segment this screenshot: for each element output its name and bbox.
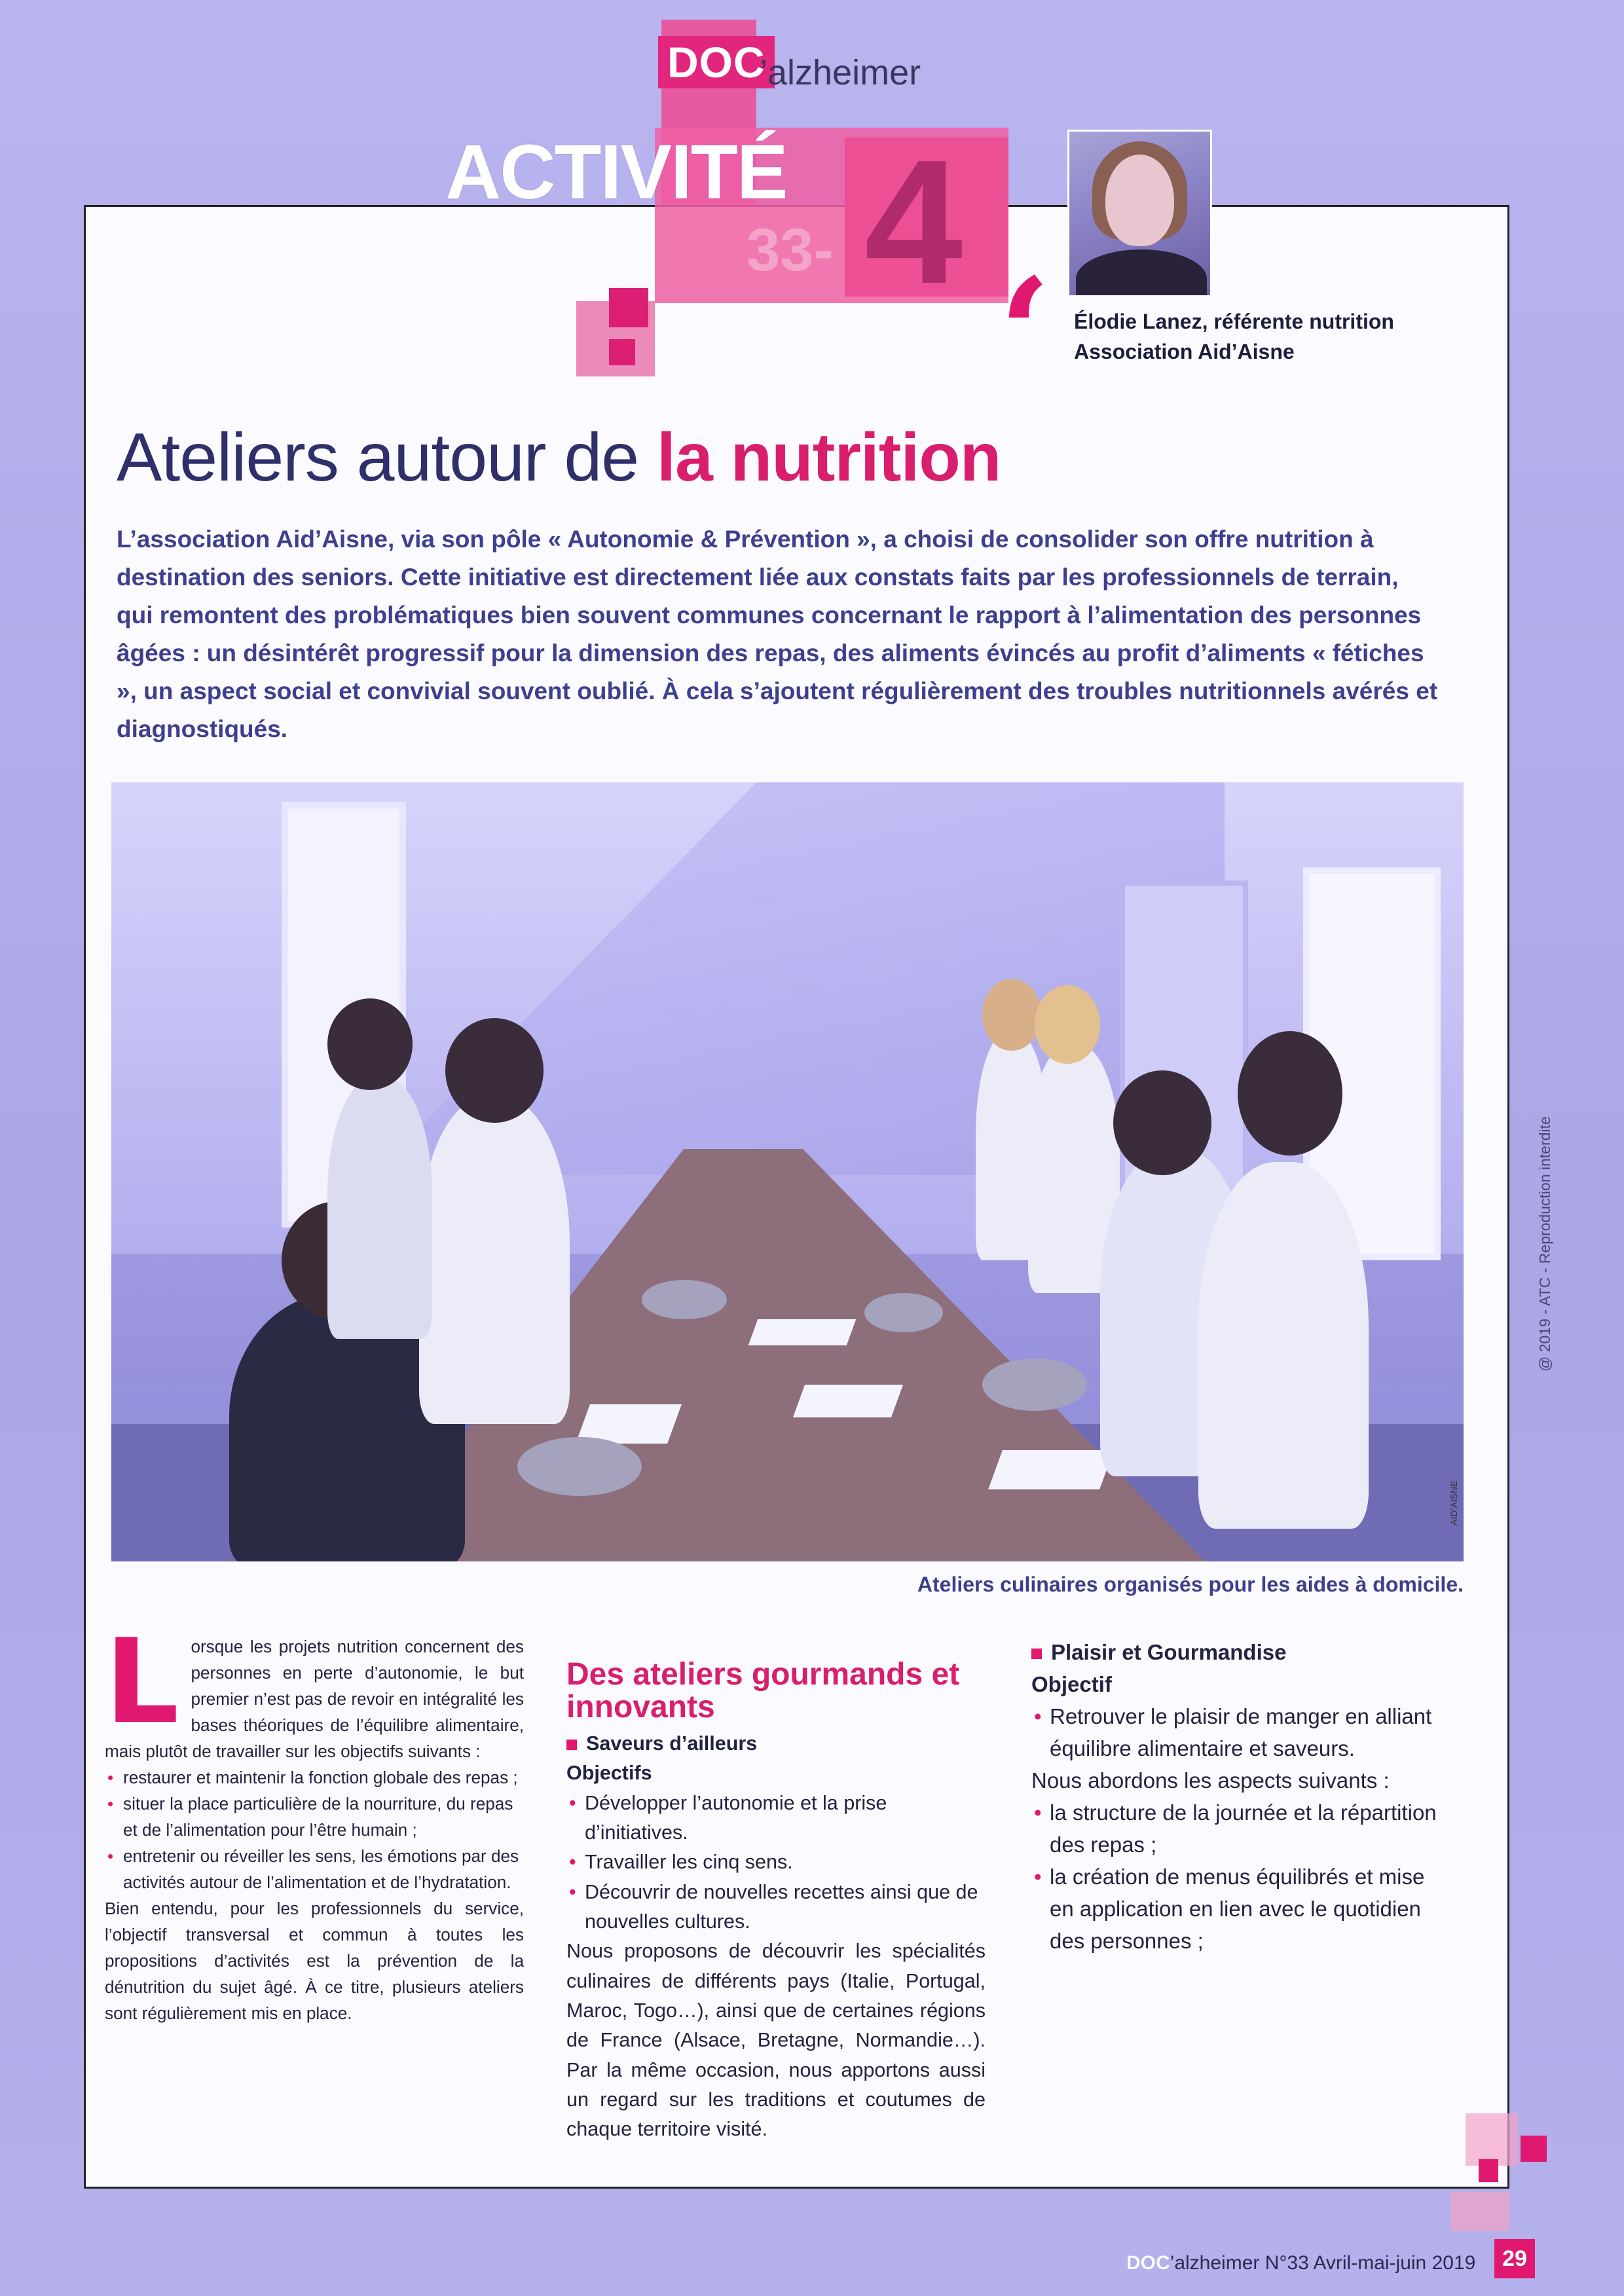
activity-number: 4 [864,124,963,321]
subsection-title: Plaisir et Gourmandise [1031,1636,1450,1668]
article-lead: L’association Aid’Aisne, via son pôle « Autonomie & Prévention », a choisi de consolider son offre nutrition à destination des seniors. Cette initiative est directement liée aux constats faits par les professionnels de terrain, qui remontent des problématiques bien souvent communes concernant le rapport à l’alimentation des personnes âgées : un désintérêt progressif pour la dimension des repas, des aliments évincés au profit d’aliments « fétiches », un aspect social et convivial souvent oublié. À cela s’ajoutent régulièrement des troubles nutritionnels avérés et diagnostiqués. [117,526,1438,742]
intro-text: orsque les projets nutrition concernent des personnes en perte d’autonomie, le but premier n’est pas de revoir en intégralité les bases théoriques de l’équilibre alimentaire, mais plutôt de travailler sur les objectifs suivants : [105,1637,524,1761]
footer [1126,2252,1475,2274]
quote-mark-icon: ‘ [999,246,1052,422]
issue-prefix: 33- [747,217,834,283]
photo-caption: Ateliers culinaires organisés pour les aides à domicile. [917,1573,1464,1596]
square-bullet-icon [1031,1649,1042,1659]
transversal-paragraph: Bien entendu, pour les professionnels du service, l’objectif transversal et commun à toutes les propositions d’activités est la prévention de la dénutrition du sujet âgé. À ce titre, plusieurs ateliers sont régulièrement mis en place. [105,1899,524,2023]
page-number: 29 [1494,2239,1535,2278]
square-bullet-icon [566,1740,577,1750]
aspects-intro: Nous abordons les aspects suivants : [1031,1768,1390,1793]
header-decoration [609,339,635,365]
workshop-photo [111,782,1464,1561]
list-item: • Développer l’autonomie et la prise d’initiatives. [566,1789,986,1848]
list-item: • restaurer et maintenir la fonction globale des repas ; [105,1764,524,1791]
magazine-logo-word: ’alzheimer [760,53,921,92]
title-plain: Ateliers autour de [117,420,657,496]
body-column-1 [105,1614,524,2026]
drop-cap: L [105,1614,179,1749]
section2-list [1031,1700,1450,1764]
photo-credit: AID’AISNE [1449,1480,1459,1525]
footer-decoration [1479,2159,1498,2182]
footer-decoration [1466,2113,1518,2166]
objective-label: Objectif [1031,1672,1112,1696]
subsection-title: Saveurs d’ailleurs [566,1729,986,1758]
section-subhead: Des ateliers gourmands et innovants [566,1657,960,1724]
list-item: • Travailler les cinq sens. [566,1848,986,1877]
footer-decoration [1450,2192,1509,2231]
author-organization: Association Aid’Aisne [1074,340,1295,363]
author-portrait [1067,130,1212,297]
objectives-list [105,1764,524,1895]
list-item: • la structure de la journée et la répartition des repas ; [1031,1796,1450,1861]
copyright-notice: @ 2019 - ATC - Reproduction interdite [1536,1116,1553,1372]
section-label: ACTIVITÉ [445,129,787,215]
objectives-label: Objectifs [566,1762,652,1785]
section1-paragraph: Nous proposons de découvrir les spécialités culinaires de différents pays (Italie, Portugal, Maroc, Togo…), ainsi que de certaines régions de France (Alsace, Bretagne, Normandie…). Par la même occasion, nous apportons aussi un regard sur les traditions et coutumes de chaque territoire visité. [566,1940,986,2141]
magazine-logo-doc: DOC [658,36,775,88]
list-item: • Découvrir de nouvelles recettes ainsi que de nouvelles cultures. [566,1878,986,1937]
title-highlight: la nutrition [657,420,1001,496]
header-decoration [609,288,648,327]
body-column-2 [566,1633,986,2145]
aspects-list [1031,1796,1450,1957]
list-item: • entretenir ou réveiller les sens, les émotions par des activités autour de l’alimentation et de l’hydratation. [105,1843,524,1895]
footer-decoration [1521,2136,1547,2162]
author-name: Élodie Lanez, référente nutrition [1074,310,1394,333]
footer-doc: DOC [1126,2252,1170,2274]
author-block [1074,306,1394,367]
list-item: • Retrouver le plaisir de manger en alliant équilibre alimentaire et saveurs. [1031,1700,1450,1764]
article-title [117,419,1001,497]
list-item: • situer la place particulière de la nourriture, du repas et de l’alimentation pour l’être humain ; [105,1791,524,1843]
list-item: • la création de menus équilibrés et mise en application en lien avec le quotidien des personnes ; [1031,1861,1450,1957]
section1-list [566,1789,986,1937]
footer-text: ’alzheimer N°33 Avril-mai-juin 2019 [1170,2252,1476,2274]
intro-paragraph [105,1614,524,1764]
body-column-3 [1031,1633,1450,1957]
